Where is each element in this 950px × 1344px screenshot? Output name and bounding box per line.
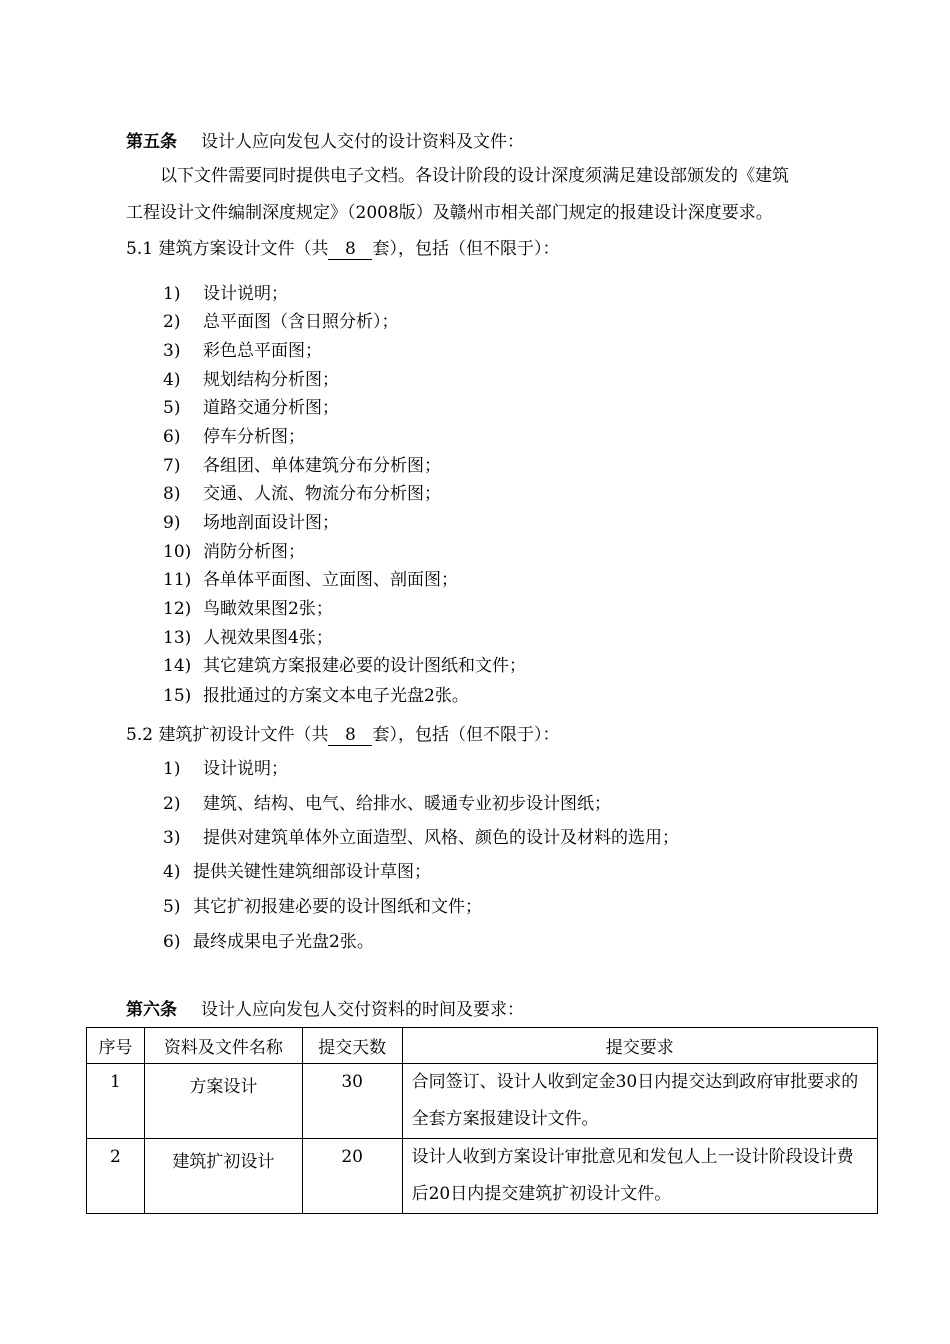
list-item: 3) 提供对建筑单体外立面造型、风格、颜色的设计及材料的选用；	[163, 828, 679, 848]
list-item: 1) 设计说明；	[163, 284, 288, 304]
table-header-row	[87, 1028, 878, 1064]
list-item: 4) 提供关键性建筑细部设计草图；	[163, 862, 431, 882]
list-item: 7) 各组团、单体建筑分布分析图；	[163, 456, 441, 476]
article-6-heading	[126, 995, 524, 1020]
section-5-1-heading	[126, 234, 559, 260]
article-6-label: 第六条	[126, 1000, 177, 1020]
cell-index: 1	[87, 1064, 145, 1139]
cell-document-name: 建筑扩初设计	[144, 1139, 302, 1214]
cell-requirements: 设计人收到方案设计审批意见和发包人上一设计阶段设计费后20日内提交建筑扩初设计文件。	[402, 1139, 877, 1214]
article-5-label: 第五条	[126, 132, 177, 152]
section-5-1-count: 8	[328, 240, 372, 260]
cell-index: 2	[87, 1139, 145, 1214]
header-index: 序号	[87, 1028, 145, 1064]
list-item: 8) 交通、人流、物流分布分析图；	[163, 484, 441, 504]
list-item: 5) 其它扩初报建必要的设计图纸和文件；	[163, 897, 482, 917]
delivery-table	[86, 1027, 878, 1214]
table-row	[87, 1139, 878, 1214]
list-item: 11) 各单体平面图、立面图、剖面图；	[163, 570, 458, 590]
article-5-paragraph-line-2: 工程设计文件编制深度规定》（2008版）及赣州市相关部门规定的报建设计深度要求。	[126, 203, 773, 223]
list-item: 13) 人视效果图4张；	[163, 628, 333, 648]
list-item: 5) 道路交通分析图；	[163, 398, 339, 418]
header-days: 提交天数	[302, 1028, 402, 1064]
list-item: 3) 彩色总平面图；	[163, 341, 322, 361]
article-6-title: 设计人应向发包人交付资料的时间及要求：	[201, 1000, 524, 1020]
list-item: 2) 总平面图（含日照分析）；	[163, 312, 399, 332]
section-5-2-suffix: 套），包括（但不限于）：	[372, 725, 560, 745]
cell-requirements: 合同签订、设计人收到定金30日内提交达到政府审批要求的全套方案报建设计文件。	[402, 1064, 877, 1139]
list-item: 14) 其它建筑方案报建必要的设计图纸和文件；	[163, 656, 526, 676]
cell-document-name: 方案设计	[144, 1064, 302, 1139]
cell-days: 20	[302, 1139, 402, 1214]
list-item: 15) 报批通过的方案文本电子光盘2张。	[163, 686, 469, 706]
list-item: 9) 场地剖面设计图；	[163, 513, 339, 533]
list-item: 6) 最终成果电子光盘2张。	[163, 932, 374, 952]
list-item: 4) 规划结构分析图；	[163, 370, 339, 390]
section-5-2-prefix: 5.2 建筑扩初设计文件（共	[126, 725, 329, 745]
cell-days: 30	[302, 1064, 402, 1139]
article-5-title: 设计人应向发包人交付的设计资料及文件：	[201, 132, 524, 152]
section-5-1-prefix: 5.1 建筑方案设计文件（共	[126, 239, 329, 259]
header-requirements: 提交要求	[402, 1028, 877, 1064]
list-item: 6) 停车分析图；	[163, 427, 305, 447]
header-document-name: 资料及文件名称	[144, 1028, 302, 1064]
list-item: 12) 鸟瞰效果图2张；	[163, 599, 333, 619]
article-5-paragraph-line-1: 以下文件需要同时提供电子文档。各设计阶段的设计深度须满足建设部颁发的《建筑	[160, 166, 789, 186]
list-item: 10) 消防分析图；	[163, 542, 305, 562]
list-item: 1) 设计说明；	[163, 759, 288, 779]
table-row	[87, 1064, 878, 1139]
list-item: 2) 建筑、结构、电气、给排水、暖通专业初步设计图纸；	[163, 794, 611, 814]
article-5-heading	[126, 127, 524, 152]
section-5-2-heading	[126, 720, 559, 746]
section-5-2-count: 8	[328, 726, 372, 746]
section-5-1-suffix: 套），包括（但不限于）：	[372, 239, 560, 259]
